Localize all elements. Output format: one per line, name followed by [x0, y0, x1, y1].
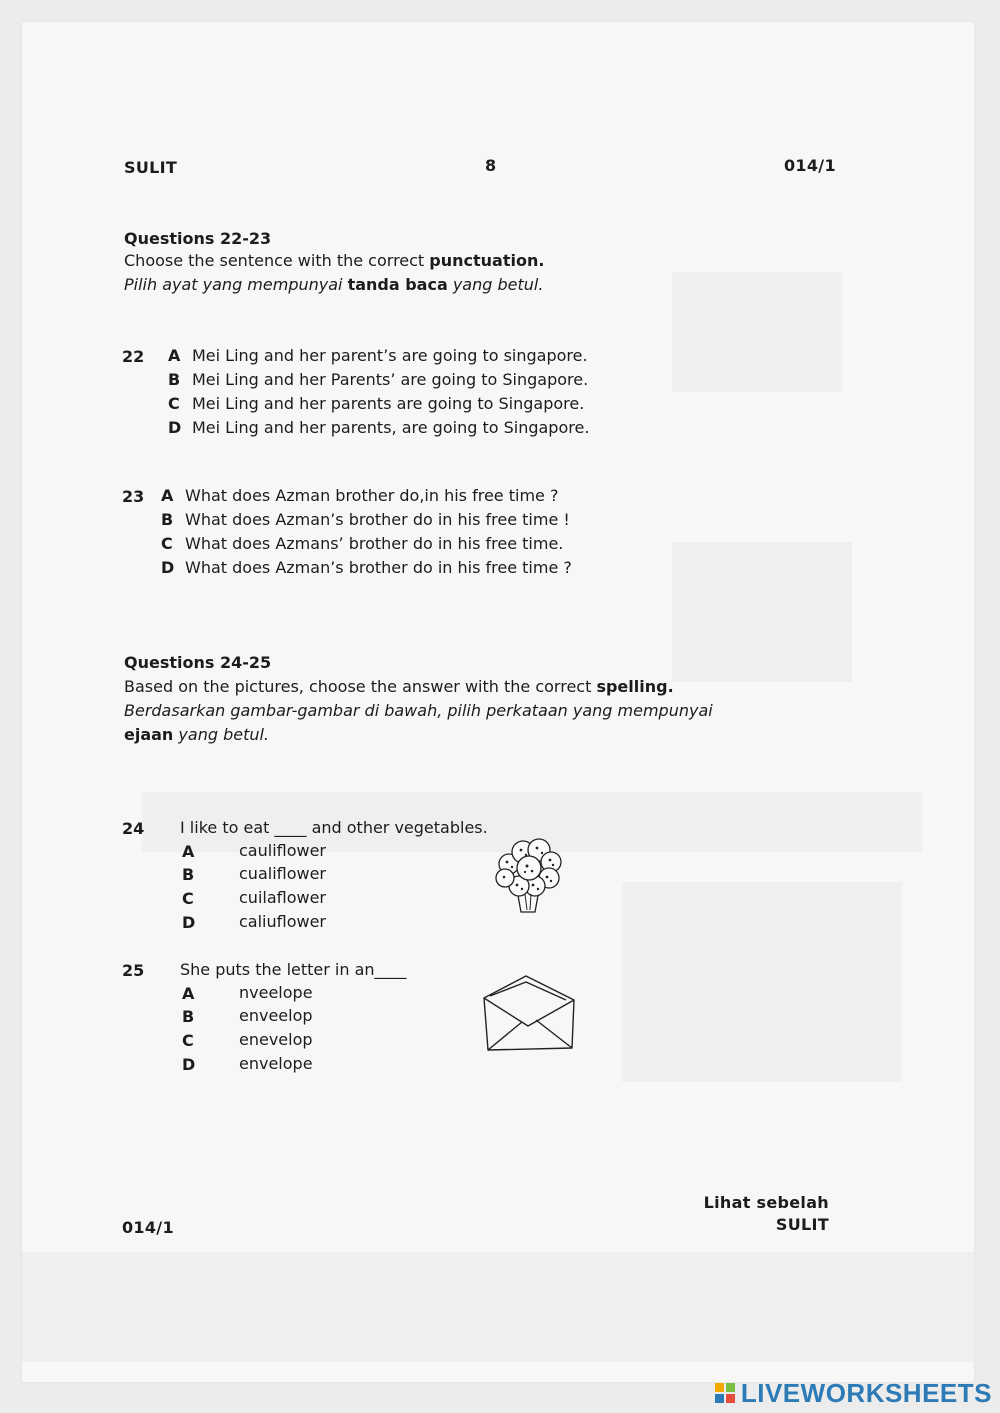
- question-number: 23: [122, 487, 145, 506]
- instruction-malay-keyword: tanda baca: [347, 275, 448, 294]
- option-letter: C: [168, 394, 180, 413]
- turn-over-note: Lihat sebelah: [703, 1193, 829, 1212]
- instruction-malay-text: yang betul.: [447, 275, 544, 294]
- answer-option-24d[interactable]: caliuflower: [239, 912, 327, 931]
- instruction-english: [124, 677, 674, 696]
- footer-paper-code: 014/1: [122, 1218, 174, 1237]
- answer-option-23a[interactable]: [161, 486, 558, 505]
- instruction-malay: [124, 275, 543, 294]
- question-number: 24: [122, 819, 145, 838]
- instruction-keyword: punctuation.: [429, 251, 545, 270]
- option-text: What does Azman brother do,in his free time ?: [185, 486, 559, 505]
- instruction-malay-line2: [124, 725, 269, 744]
- brand-name: LIVEWORKSHEETS: [740, 1377, 992, 1408]
- option-letter: B: [182, 1007, 195, 1026]
- answer-option-22d[interactable]: [168, 418, 589, 437]
- option-letter: C: [182, 889, 194, 908]
- section-heading-22-23: Questions 22-23: [124, 229, 272, 248]
- paper-code: 014/1: [784, 156, 836, 175]
- option-letter: D: [182, 1055, 196, 1074]
- cauliflower-icon: [487, 832, 571, 916]
- instruction-malay-keyword: ejaan: [124, 725, 174, 744]
- answer-option-25d[interactable]: envelope: [239, 1054, 313, 1073]
- exam-page: [22, 22, 974, 1382]
- liveworksheets-logo-icon: [715, 1383, 735, 1403]
- instruction-english: [124, 251, 544, 270]
- question-stem: I like to eat ____ and other vegetables.: [180, 818, 488, 837]
- answer-option-22a[interactable]: [168, 346, 588, 365]
- section-heading-24-25: Questions 24-25: [124, 653, 272, 672]
- option-letter: B: [182, 865, 195, 884]
- answer-option-23c[interactable]: [161, 534, 563, 553]
- answer-option-25a[interactable]: nveelope: [239, 983, 313, 1002]
- answer-option-24a[interactable]: cauliflower: [239, 841, 327, 860]
- option-letter: A: [182, 984, 195, 1003]
- instruction-text: Choose the sentence with the correct: [124, 251, 430, 270]
- bleed-through-artifact: [672, 272, 842, 392]
- question-number: 25: [122, 961, 145, 980]
- answer-option-25c[interactable]: enevelop: [239, 1030, 313, 1049]
- answer-option-22b[interactable]: [168, 370, 588, 389]
- answer-option-24c[interactable]: cuilaflower: [239, 888, 327, 907]
- instruction-malay-text: yang betul.: [173, 725, 270, 744]
- option-letter: A: [161, 486, 174, 505]
- option-letter: B: [168, 370, 181, 389]
- answer-option-25b[interactable]: enveelop: [239, 1006, 313, 1025]
- option-letter: D: [161, 558, 175, 577]
- instruction-malay-text: Pilih ayat yang mempunyai: [124, 275, 348, 294]
- option-text: Mei Ling and her parent’s are going to singapore.: [192, 346, 588, 365]
- instruction-keyword: spelling.: [596, 677, 674, 696]
- liveworksheets-watermark: [715, 1378, 992, 1408]
- option-letter: A: [168, 346, 181, 365]
- page-number: 8: [485, 156, 497, 175]
- option-letter: D: [182, 913, 196, 932]
- option-text: Mei Ling and her parents are going to Singapore.: [192, 394, 585, 413]
- option-letter: B: [161, 510, 174, 529]
- option-text: What does Azman’s brother do in his free time !: [185, 510, 570, 529]
- instruction-malay: Berdasarkan gambar-gambar di bawah, pilih perkataan yang mempunyai: [124, 701, 713, 720]
- bleed-through-artifact: [622, 882, 902, 1082]
- option-text: What does Azman’s brother do in his free time ?: [185, 558, 572, 577]
- footer-classification: SULIT: [775, 1215, 829, 1234]
- envelope-icon: [480, 972, 580, 1056]
- option-letter: D: [168, 418, 182, 437]
- bleed-through-artifact: [672, 542, 852, 682]
- option-letter: C: [182, 1031, 194, 1050]
- question-number: 22: [122, 347, 145, 366]
- answer-option-24b[interactable]: cualiflower: [239, 864, 327, 883]
- instruction-text: Based on the pictures, choose the answer with the correct: [124, 677, 597, 696]
- answer-option-22c[interactable]: [168, 394, 584, 413]
- option-letter: C: [161, 534, 173, 553]
- bleed-through-artifact: [22, 1252, 974, 1362]
- option-text: Mei Ling and her Parents’ are going to Singapore.: [192, 370, 589, 389]
- answer-option-23d[interactable]: [161, 558, 572, 577]
- option-text: Mei Ling and her parents, are going to Singapore.: [192, 418, 590, 437]
- option-letter: A: [182, 842, 195, 861]
- question-stem: She puts the letter in an____: [180, 960, 407, 979]
- answer-option-23b[interactable]: [161, 510, 570, 529]
- header-classification: SULIT: [124, 158, 178, 177]
- option-text: What does Azmans’ brother do in his free time.: [185, 534, 564, 553]
